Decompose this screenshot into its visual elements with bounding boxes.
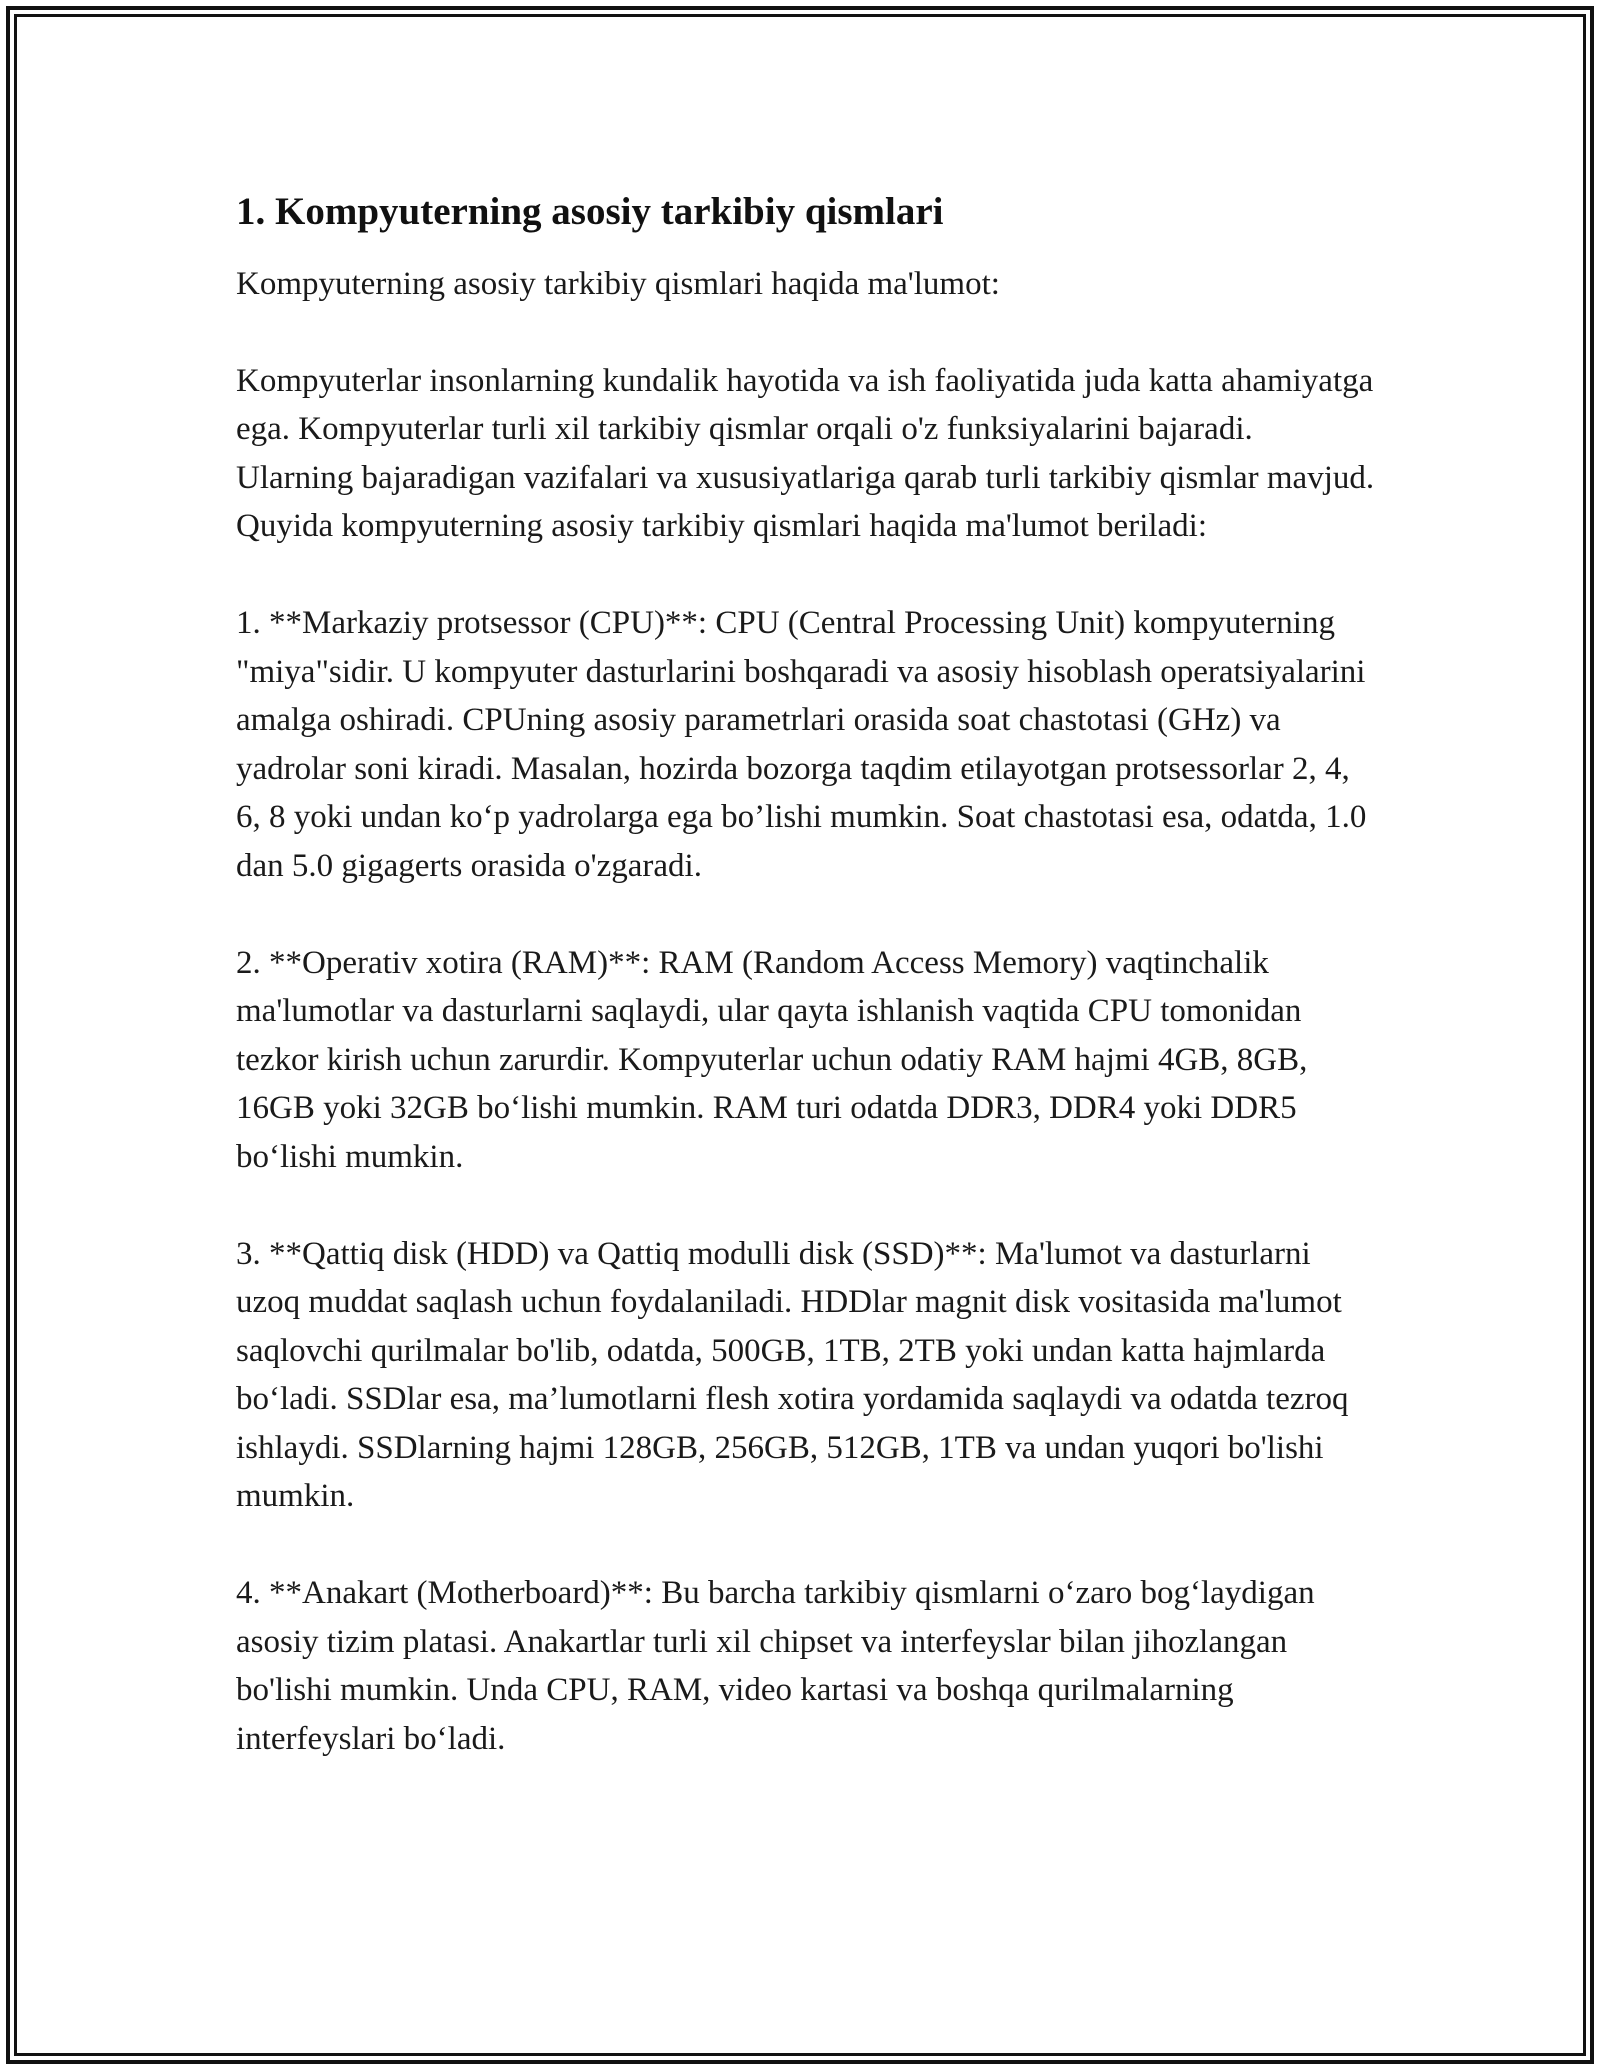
paragraph-overview: Kompyuterlar insonlarning kundalik hayotida va ish faoliyatida juda katta ahamiyatga ega. Kompyuterlar turli xil tarkibiy qismlar orqali o'z funksiyalarini bajaradi. Ularning bajaradigan vazifalari va xususiyatlariga qarab turli tarkibiy qismlar mavjud. Quyida kompyuterning asosiy tarkibiy qismlari haqida ma'lumot beriladi:: [236, 362, 1375, 544]
document-body: [236, 186, 1376, 1812]
paragraph-cpu: 1. **Markaziy protsessor (CPU)**: CPU (Central Processing Unit) kompyuterning "miya"sidir. U kompyuter dasturlarini boshqaradi va asosiy hisoblash operatsiyalarini amalga oshiradi. CPUning asosiy parametrlari orasida soat chastotasi (GHz) va yadrolar soni kiradi. Masalan, hozirda bozorga taqdim etilayotgan protsessorlar 2, 4, 6, 8 yoki undan ko‘p yadrolarga ega bo’lishi mumkin. Soat chastotasi esa, odatda, 1.0 dan 5.0 gigagerts orasida o'zgaradi.: [236, 605, 1367, 884]
page-title: 1. Kompyuterning asosiy tarkibiy qismlari: [236, 190, 944, 233]
paragraph-ram: 2. **Operativ xotira (RAM)**: RAM (Random Access Memory) vaqtinchalik ma'lumotlar va dasturlarni saqlaydi, ular qayta ishlanish vaqtida CPU tomonidan tezkor kirish uchun zarurdir. Kompyuterlar uchun odatiy RAM hajmi 4GB, 8GB, 16GB yoki 32GB bo‘lishi mumkin. RAM turi odatda DDR3, DDR4 yoki DDR5 bo‘lishi mumkin.: [236, 944, 1308, 1175]
intro-text: Kompyuterning asosiy tarkibiy qismlari haqida ma'lumot:: [236, 266, 1000, 302]
paragraph-storage: 3. **Qattiq disk (HDD) va Qattiq modulli disk (SSD)**: Ma'lumot va dasturlarni uzoq muddat saqlash uchun foydalaniladi. HDDlar magnit disk vositasida ma'lumot saqlovchi qurilmalar bo'lib, odatda, 500GB, 1TB, 2TB yoki undan katta hajmlarda bo‘ladi. SSDlar esa, ma’lumotlarni flesh xotira yordamida saqlaydi va odatda tezroq ishlaydi. SSDlarning hajmi 128GB, 256GB, 512GB, 1TB va undan yuqori bo'lishi mumkin.: [236, 1235, 1349, 1514]
paragraph-motherboard: 4. **Anakart (Motherboard)**: Bu barcha tarkibiy qismlarni o‘zaro bog‘laydigan asosiy tizim platasi. Anakartlar turli xil chipset va interfeyslar bilan jihozlangan bo'lishi mumkin. Unda CPU, RAM, video kartasi va boshqa qurilmalarning interfeyslari bo‘ladi.: [236, 1575, 1315, 1757]
